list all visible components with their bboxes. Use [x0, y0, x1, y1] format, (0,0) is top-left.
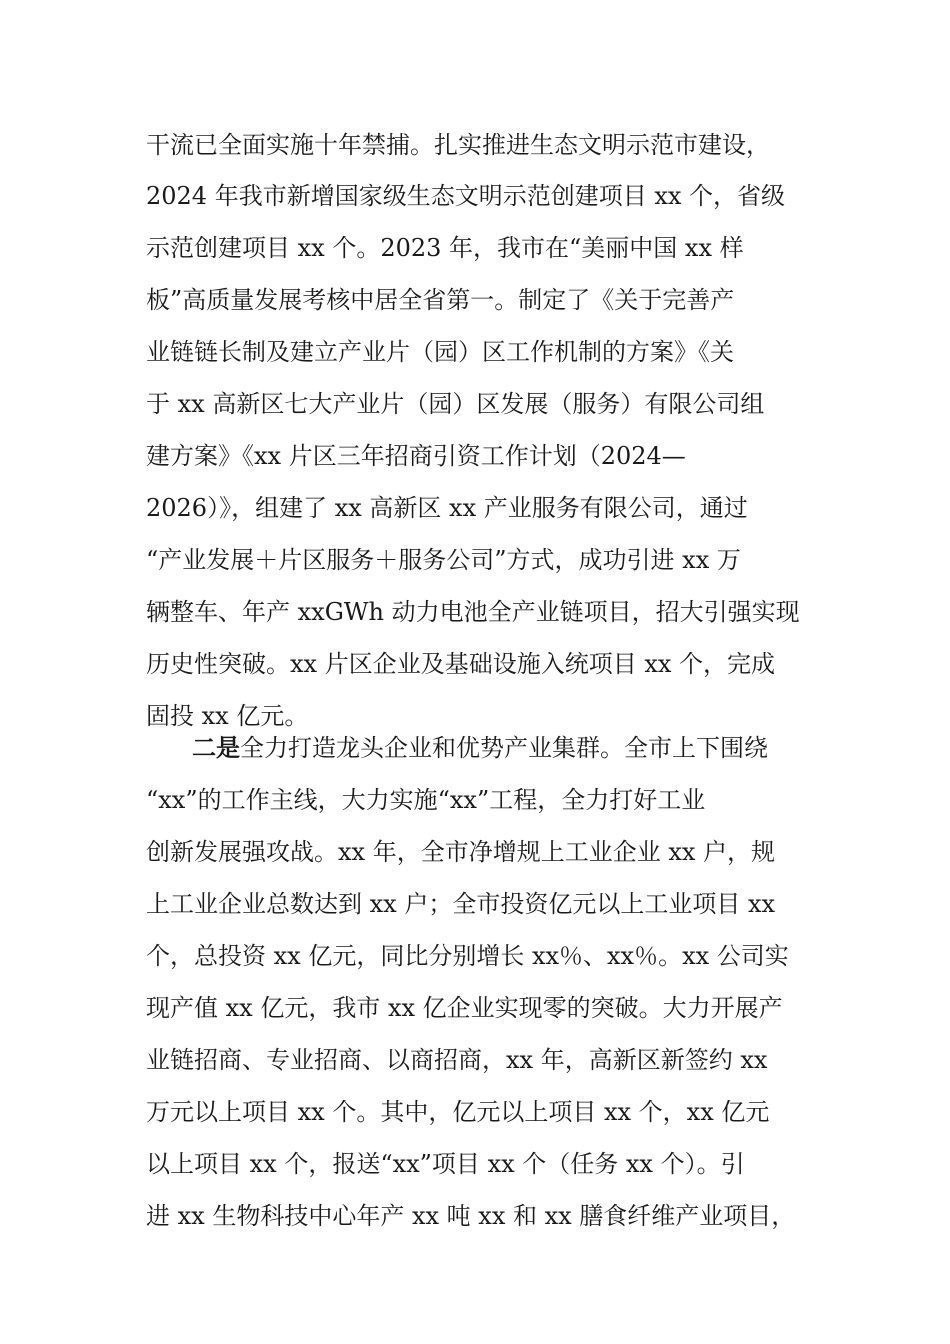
paragraph-1-line: 历史性突破。xx 片区企业及基础设施入统项目 xx 个，完成	[146, 650, 776, 678]
paragraph-2-line: 创新发展强攻战。xx 年，全市净增规上工业企业 xx 户，规	[146, 838, 776, 866]
paragraph-1-line: 建方案》《xx 片区三年招商引资工作计划（2024—	[146, 442, 686, 470]
paragraph-1-line: 2024 年我市新增国家级生态文明示范创建项目 xx 个，省级	[146, 182, 786, 210]
paragraph-2-first-line	[192, 731, 768, 765]
paragraph-1-line: “产业发展＋片区服务＋服务公司”方式，成功引进 xx 万	[146, 546, 741, 574]
paragraph-2-line: 现产值 xx 亿元，我市 xx 亿企业实现零的突破。大力开展产	[146, 994, 783, 1022]
paragraph-2-line: 上工业企业总数达到 xx 户；全市投资亿元以上工业项目 xx	[146, 890, 776, 918]
paragraph-2-line: 以上项目 xx 个，报送“xx”项目 xx 个（任务 xx 个）。引	[146, 1150, 745, 1178]
paragraph-2-line: “xx”的工作主线，大力实施“xx”工程，全力打好工业	[146, 786, 706, 814]
paragraph-1-line: 固投 xx 亿元。	[146, 702, 309, 730]
paragraph-2-line: 进 xx 生物科技中心年产 xx 吨 xx 和 xx 膳食纤维产业项目，	[146, 1202, 796, 1230]
paragraph-1-line: 示范创建项目 xx 个。2023 年，我市在“美丽中国 xx 样	[146, 234, 744, 262]
paragraph-2-line: 万元以上项目 xx 个。其中，亿元以上项目 xx 个，xx 亿元	[146, 1098, 770, 1126]
paragraph-2-first-line-text: 全力打造龙头企业和优势产业集群。全市上下围绕	[240, 734, 768, 762]
paragraph-1-line: 业链链长制及建立产业片（园）区工作机制的方案》《关	[146, 338, 734, 366]
paragraph-2-line: 个，总投资 xx 亿元，同比分别增长 xx％、xx％。xx 公司实	[146, 942, 789, 970]
paragraph-1-line: 板”高质量发展考核中居全省第一。制定了《关于完善产	[146, 286, 735, 314]
paragraph-1-line: 2026）》，组建了 xx 高新区 xx 产业服务有限公司，通过	[146, 494, 748, 522]
paragraph-1-line: 干流已全面实施十年禁捕。扎实推进生态文明示范市建设，	[146, 131, 770, 159]
paragraph-2-line: 业链招商、专业招商、以商招商，xx 年，高新区新签约 xx	[146, 1046, 768, 1074]
paragraph-1-line: 辆整车、年产 xxGWh 动力电池全产业链项目，招大引强实现	[146, 598, 800, 626]
paragraph-2-lead: 二是	[192, 734, 240, 762]
paragraph-1-line: 于 xx 高新区七大产业片（园）区发展（服务）有限公司组	[146, 390, 765, 418]
